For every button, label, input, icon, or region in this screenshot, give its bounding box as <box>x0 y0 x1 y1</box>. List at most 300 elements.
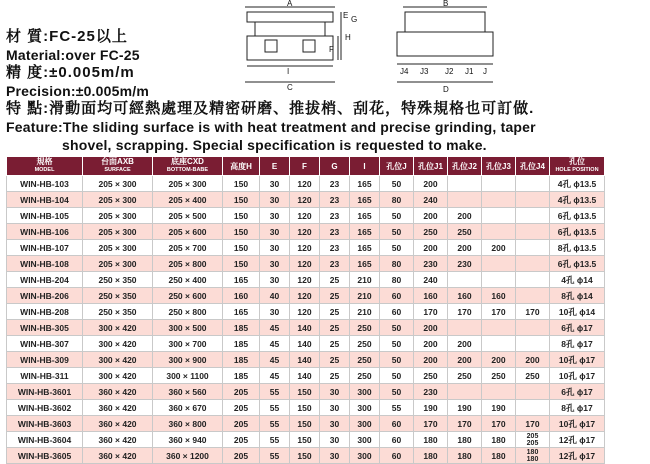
table-cell: 30 <box>320 400 350 416</box>
front-slot-left <box>265 40 277 52</box>
column-header <box>223 157 260 176</box>
table-cell: 50 <box>380 336 414 352</box>
table-cell: 45 <box>260 352 290 368</box>
table-cell: 80 <box>380 256 414 272</box>
column-header <box>550 157 605 176</box>
table-cell: 200 <box>482 352 516 368</box>
table-cell: 50 <box>380 320 414 336</box>
table-cell: 300 × 420 <box>83 336 153 352</box>
table-cell: 160 <box>223 288 260 304</box>
side-base <box>397 32 493 56</box>
table-cell: 150 <box>290 384 320 400</box>
table-cell: 300 × 420 <box>83 352 153 368</box>
table-row <box>7 240 605 256</box>
table-row <box>7 336 605 352</box>
table-cell: 60 <box>380 416 414 432</box>
table-cell: 30 <box>260 176 290 192</box>
table-cell: 30 <box>320 432 350 448</box>
column-header <box>153 157 223 176</box>
table-cell: WIN-HB-3602 <box>7 400 83 416</box>
table-cell: 210 <box>350 272 380 288</box>
table-cell <box>516 384 550 400</box>
table-cell: 205 × 300 <box>83 192 153 208</box>
table-cell: 360 × 560 <box>153 384 223 400</box>
table-cell: 360 × 940 <box>153 432 223 448</box>
table-cell: 180 <box>448 448 482 464</box>
table-cell: 205 <box>223 432 260 448</box>
table-cell: 200 <box>414 176 448 192</box>
table-cell: 150 <box>290 432 320 448</box>
table-cell: 200 <box>414 320 448 336</box>
table-cell: 360 × 420 <box>83 416 153 432</box>
table-cell: 200 <box>448 208 482 224</box>
table-cell <box>516 432 550 448</box>
table-cell: 210 <box>350 288 380 304</box>
table-cell: 190 <box>482 400 516 416</box>
table-cell: 170 <box>448 304 482 320</box>
table-cell: 360 × 420 <box>83 448 153 464</box>
table-cell: 6孔 ϕ13.5 <box>550 208 605 224</box>
label-e: E <box>343 11 349 20</box>
table-cell: WIN-HB-305 <box>7 320 83 336</box>
table-cell: 50 <box>380 384 414 400</box>
table-cell: 30 <box>320 384 350 400</box>
table-row <box>7 176 605 192</box>
table-cell: 250 <box>350 352 380 368</box>
table-cell: 30 <box>320 416 350 432</box>
table-cell: 250 <box>350 320 380 336</box>
table-cell: 185 <box>223 320 260 336</box>
table-cell: 150 <box>223 240 260 256</box>
table-row <box>7 432 605 448</box>
table-header-row <box>7 157 605 176</box>
column-header-cn: G <box>331 161 338 171</box>
table-cell: 180 <box>414 432 448 448</box>
table-cell: 300 <box>350 432 380 448</box>
table-row <box>7 256 605 272</box>
column-header <box>320 157 350 176</box>
column-header <box>260 157 290 176</box>
table-cell: 205 × 300 <box>83 176 153 192</box>
column-header-cn: 底座CXD <box>171 157 204 166</box>
column-header <box>380 157 414 176</box>
table-cell: 200 <box>482 240 516 256</box>
table-cell: 50 <box>380 224 414 240</box>
table-cell: 8孔 ϕ14 <box>550 288 605 304</box>
table-cell: 150 <box>223 224 260 240</box>
table-row <box>7 208 605 224</box>
table-cell: 150 <box>223 208 260 224</box>
table-cell <box>482 176 516 192</box>
table-cell: 30 <box>260 240 290 256</box>
table-cell: 165 <box>350 224 380 240</box>
table-cell: 230 <box>414 256 448 272</box>
table-cell: 8孔 ϕ17 <box>550 400 605 416</box>
column-header-cn: 台面AXB <box>101 157 134 166</box>
table-cell: 250 <box>414 224 448 240</box>
table-cell: 30 <box>260 256 290 272</box>
table-cell: 25 <box>320 368 350 384</box>
table-cell <box>516 336 550 352</box>
table-cell: 55 <box>260 416 290 432</box>
table-cell: 165 <box>350 176 380 192</box>
table-cell: 45 <box>260 368 290 384</box>
table-cell: 60 <box>380 304 414 320</box>
table-cell: 200 <box>516 352 550 368</box>
table-cell: 50 <box>380 352 414 368</box>
table-cell: 360 × 1200 <box>153 448 223 464</box>
column-header <box>83 157 153 176</box>
table-cell: 150 <box>290 448 320 464</box>
column-header-cn: 孔位J1 <box>418 161 443 171</box>
table-cell: 200 <box>448 240 482 256</box>
table-cell: 300 <box>350 416 380 432</box>
table-row <box>7 416 605 432</box>
table-cell: 250 <box>482 368 516 384</box>
table-cell-line: 205 <box>526 432 539 440</box>
table-cell: 205 × 300 <box>153 176 223 192</box>
spec-table <box>6 156 605 464</box>
table-cell: 180 <box>448 432 482 448</box>
table-cell: 185 <box>223 368 260 384</box>
table-cell: WIN-HB-307 <box>7 336 83 352</box>
front-table-top <box>247 12 333 22</box>
table-cell: 30 <box>260 272 290 288</box>
table-cell: 23 <box>320 256 350 272</box>
table-cell: 250 <box>516 368 550 384</box>
table-cell: 360 × 420 <box>83 384 153 400</box>
column-header-cn: 孔位J <box>386 161 407 171</box>
table-cell <box>516 176 550 192</box>
table-cell: 23 <box>320 240 350 256</box>
drawing-svg <box>225 0 650 95</box>
label-f: F <box>329 45 334 54</box>
table-cell <box>516 320 550 336</box>
table-cell: 240 <box>414 272 448 288</box>
column-header-cn: E <box>271 161 278 171</box>
table-cell: WIN-HB-107 <box>7 240 83 256</box>
table-cell <box>516 192 550 208</box>
table-cell: 185 <box>223 352 260 368</box>
column-header-cn: I <box>363 161 366 171</box>
column-header-en: MODEL <box>34 167 55 173</box>
table-cell: 6孔 ϕ17 <box>550 384 605 400</box>
table-cell: 120 <box>290 256 320 272</box>
table-cell: 25 <box>320 272 350 288</box>
table-cell: 250 <box>414 368 448 384</box>
table-cell: 140 <box>290 368 320 384</box>
table-cell: WIN-HB-104 <box>7 192 83 208</box>
table-cell: 250 <box>350 336 380 352</box>
table-cell: 300 × 500 <box>153 320 223 336</box>
table-cell: 300 <box>350 400 380 416</box>
table-cell <box>482 336 516 352</box>
front-base <box>247 36 333 60</box>
column-header-en: BOTTOM-BABE <box>166 167 209 173</box>
table-cell: 200 <box>448 336 482 352</box>
table-row <box>7 320 605 336</box>
column-header-cn: 孔位 <box>569 157 585 166</box>
table-cell: 170 <box>482 304 516 320</box>
table-cell: 250 <box>448 224 482 240</box>
table-cell: WIN-HB-3603 <box>7 416 83 432</box>
table-cell: 360 × 420 <box>83 400 153 416</box>
spec-line: Feature:The sliding surface is with heat treatment and precise grinding, taper <box>6 119 536 135</box>
table-cell: 165 <box>350 208 380 224</box>
table-cell <box>482 256 516 272</box>
table-cell: 25 <box>320 288 350 304</box>
label-g: G <box>351 15 358 24</box>
table-cell: 40 <box>260 288 290 304</box>
column-header-cn: 孔位J2 <box>452 161 477 171</box>
label-j1: J1 <box>465 67 474 76</box>
table-cell: 55 <box>260 448 290 464</box>
table-cell: 170 <box>516 304 550 320</box>
table-cell <box>482 192 516 208</box>
spec-line: shovel, scrapping. Special specification is requested to make. <box>62 137 487 153</box>
table-cell: 120 <box>290 288 320 304</box>
table-cell: 150 <box>290 400 320 416</box>
table-cell: 205 × 700 <box>153 240 223 256</box>
column-header-cn: 孔位J3 <box>486 161 511 171</box>
table-cell: 190 <box>448 400 482 416</box>
table-cell: 4孔 ϕ13.5 <box>550 176 605 192</box>
table-cell-line: 180 <box>526 448 539 456</box>
table-cell <box>482 208 516 224</box>
table-cell: 23 <box>320 208 350 224</box>
table-cell: 180 <box>482 432 516 448</box>
column-header <box>414 157 448 176</box>
table-row <box>7 304 605 320</box>
table-cell: 300 × 420 <box>83 368 153 384</box>
table-cell: 250 × 350 <box>83 288 153 304</box>
table-cell: 50 <box>380 240 414 256</box>
table-cell: 12孔 ϕ17 <box>550 432 605 448</box>
table-cell: 10孔 ϕ17 <box>550 416 605 432</box>
table-cell: 120 <box>290 240 320 256</box>
table-cell <box>448 320 482 336</box>
table-cell <box>516 288 550 304</box>
table-cell: 180 <box>482 448 516 464</box>
table-cell: 250 × 600 <box>153 288 223 304</box>
table-cell: 200 <box>414 240 448 256</box>
table-cell: 230 <box>414 384 448 400</box>
table-cell <box>448 384 482 400</box>
column-header-cn: F <box>302 161 307 171</box>
table-cell: 150 <box>223 256 260 272</box>
table-cell: 205 <box>223 384 260 400</box>
table-cell: 4孔 ϕ14 <box>550 272 605 288</box>
table-cell: WIN-HB-108 <box>7 256 83 272</box>
table-cell-line: 205 <box>526 439 539 447</box>
table-cell: 160 <box>448 288 482 304</box>
table-cell: 25 <box>320 304 350 320</box>
table-cell: WIN-HB-206 <box>7 288 83 304</box>
table-cell: 23 <box>320 224 350 240</box>
table-cell: 165 <box>350 240 380 256</box>
column-header <box>7 157 83 176</box>
table-cell: 55 <box>260 432 290 448</box>
side-table <box>405 12 485 32</box>
table-cell: 23 <box>320 176 350 192</box>
table-cell: 240 <box>414 192 448 208</box>
table-cell <box>516 448 550 464</box>
table-cell <box>482 320 516 336</box>
table-cell <box>448 192 482 208</box>
table-cell: WIN-HB-106 <box>7 224 83 240</box>
table-cell: 10孔 ϕ14 <box>550 304 605 320</box>
table-cell: 200 <box>414 208 448 224</box>
table-cell: 50 <box>380 208 414 224</box>
table-cell: 180 <box>414 448 448 464</box>
table-cell: 80 <box>380 272 414 288</box>
table-cell: 45 <box>260 320 290 336</box>
table-cell: 6孔 ϕ17 <box>550 320 605 336</box>
table-cell <box>516 256 550 272</box>
table-cell: 8孔 ϕ13.5 <box>550 240 605 256</box>
table-cell: 200 <box>448 352 482 368</box>
column-header-cn: 孔位J4 <box>520 161 545 171</box>
table-cell: 150 <box>223 176 260 192</box>
label-j4: J4 <box>400 67 409 76</box>
column-header <box>516 157 550 176</box>
table-cell: 120 <box>290 208 320 224</box>
table-cell: 250 × 350 <box>83 272 153 288</box>
table-row <box>7 288 605 304</box>
technical-drawings <box>225 0 650 95</box>
table-cell: 50 <box>380 368 414 384</box>
table-cell: 300 × 700 <box>153 336 223 352</box>
table-cell: 30 <box>260 224 290 240</box>
table-cell: 250 × 400 <box>153 272 223 288</box>
column-header-en: HOLE POSITION <box>555 167 599 173</box>
label-a: A <box>287 0 293 8</box>
table-cell: 120 <box>290 224 320 240</box>
table-cell: 250 × 800 <box>153 304 223 320</box>
table-cell: 120 <box>290 272 320 288</box>
table-cell: 60 <box>380 288 414 304</box>
spec-line: Precision:±0.005m/m <box>6 83 149 99</box>
table-cell: 8孔 ϕ17 <box>550 336 605 352</box>
table-cell <box>516 224 550 240</box>
table-cell: 10孔 ϕ17 <box>550 352 605 368</box>
table-cell: 23 <box>320 192 350 208</box>
table-row <box>7 352 605 368</box>
table-cell: 165 <box>350 192 380 208</box>
spec-line: Material:over FC-25 <box>6 47 140 63</box>
table-cell: WIN-HB-103 <box>7 176 83 192</box>
table-cell: 60 <box>380 448 414 464</box>
table-cell: WIN-HB-3601 <box>7 384 83 400</box>
table-cell: 10孔 ϕ17 <box>550 368 605 384</box>
column-header <box>290 157 320 176</box>
front-slot-right <box>303 40 315 52</box>
column-header-cn: 規格 <box>36 157 53 166</box>
table-cell: WIN-HB-311 <box>7 368 83 384</box>
table-cell: 205 <box>223 448 260 464</box>
table-row <box>7 384 605 400</box>
table-cell-line: 180 <box>526 455 539 463</box>
table-cell: 200 <box>414 352 448 368</box>
table-cell: 50 <box>380 176 414 192</box>
table-row <box>7 272 605 288</box>
table-cell: 360 × 670 <box>153 400 223 416</box>
label-j2: J2 <box>445 67 454 76</box>
table-cell: WIN-HB-204 <box>7 272 83 288</box>
table-cell: 250 <box>350 368 380 384</box>
table-cell: 6孔 ϕ13.5 <box>550 224 605 240</box>
table-row <box>7 192 605 208</box>
table-cell <box>482 272 516 288</box>
label-j3: J3 <box>420 67 429 76</box>
label-h: H <box>345 33 351 42</box>
front-mid <box>255 22 325 36</box>
table-cell: 165 <box>223 272 260 288</box>
table-row <box>7 224 605 240</box>
column-header <box>350 157 380 176</box>
table-cell <box>516 272 550 288</box>
table-cell: 205 × 300 <box>83 240 153 256</box>
table-cell: 30 <box>320 448 350 464</box>
column-header <box>482 157 516 176</box>
table-cell: 160 <box>482 288 516 304</box>
table-cell: 160 <box>414 288 448 304</box>
table-cell: 170 <box>448 416 482 432</box>
table-cell: 25 <box>320 352 350 368</box>
table-cell: 300 × 1100 <box>153 368 223 384</box>
table-cell: 205 <box>223 400 260 416</box>
table-cell: WIN-HB-3605 <box>7 448 83 464</box>
column-header <box>448 157 482 176</box>
table-cell: 205 × 500 <box>153 208 223 224</box>
table-cell: 190 <box>414 400 448 416</box>
table-cell: 25 <box>320 336 350 352</box>
label-d: D <box>443 85 449 94</box>
table-cell: WIN-HB-309 <box>7 352 83 368</box>
table-cell: 120 <box>290 192 320 208</box>
spec-line: 特 點:滑動面均可經熱處理及精密研磨、推拔梢、刮花，特殊規格也可訂做. <box>6 100 535 117</box>
table-cell: 45 <box>260 336 290 352</box>
table-cell: 360 × 800 <box>153 416 223 432</box>
table-cell: 60 <box>380 432 414 448</box>
table-cell: WIN-HB-105 <box>7 208 83 224</box>
table-cell: 205 × 300 <box>83 208 153 224</box>
table-cell: 300 <box>350 384 380 400</box>
table-cell: 30 <box>260 208 290 224</box>
table-cell: 12孔 ϕ17 <box>550 448 605 464</box>
label-j: J <box>483 67 487 76</box>
label-c: C <box>287 83 293 92</box>
table-cell: 55 <box>380 400 414 416</box>
table-cell: 210 <box>350 304 380 320</box>
table-cell: 250 × 350 <box>83 304 153 320</box>
table-cell: 170 <box>414 304 448 320</box>
table-cell: 205 × 400 <box>153 192 223 208</box>
table-cell: 140 <box>290 352 320 368</box>
table-cell: 250 <box>448 368 482 384</box>
table-cell: 80 <box>380 192 414 208</box>
column-header-en: SURFACE <box>104 167 131 173</box>
spec-line: 材 質:FC-25以上 <box>6 28 128 45</box>
table-cell: 165 <box>223 304 260 320</box>
table-cell: 30 <box>260 192 290 208</box>
table-cell: 25 <box>320 320 350 336</box>
table-cell: 55 <box>260 384 290 400</box>
table-cell: 170 <box>482 416 516 432</box>
table-cell: 6孔 ϕ13.5 <box>550 256 605 272</box>
table-row <box>7 400 605 416</box>
table-cell: 140 <box>290 336 320 352</box>
